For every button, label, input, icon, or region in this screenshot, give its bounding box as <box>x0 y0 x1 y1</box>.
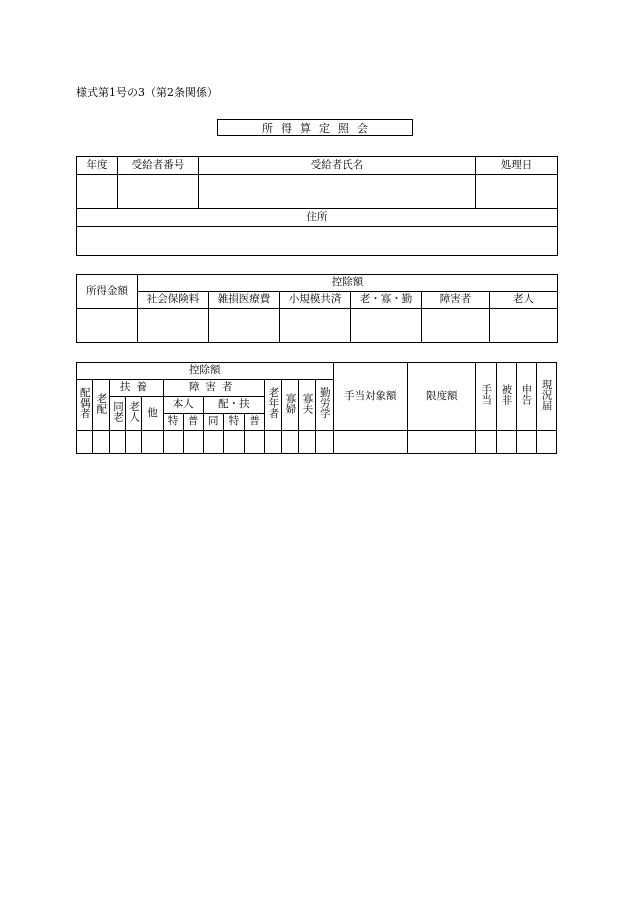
spouse-special-header: 特 <box>223 414 244 431</box>
allowance-target-cell[interactable] <box>333 431 407 454</box>
elderly-dependent-header: 老人 <box>126 397 142 431</box>
elderly-dependent-cell[interactable] <box>126 431 142 454</box>
declaration-cell[interactable] <box>516 431 536 454</box>
processing-date-cell[interactable] <box>476 175 558 209</box>
address-cell[interactable] <box>77 227 558 256</box>
recipient-table <box>76 156 558 256</box>
non-taxable-cell[interactable] <box>496 431 516 454</box>
widow-cell[interactable] <box>282 431 299 454</box>
small-business-mutual-cell[interactable] <box>280 309 351 343</box>
aged-header: 老年者 <box>265 380 282 431</box>
self-ordinary-cell[interactable] <box>183 431 203 454</box>
spouse-header: 配偶者 <box>77 380 93 431</box>
elderly-widow-working-header: 老・寡・勤 <box>351 292 422 309</box>
other-header: 他 <box>142 397 163 431</box>
spouse-dependent-header: 配・扶 <box>203 397 264 414</box>
deduction-header: 控除額 <box>77 363 334 380</box>
elderly-header: 老人 <box>490 292 558 309</box>
elderly-spouse-cell[interactable] <box>93 431 110 454</box>
allowance-target-header: 手当対象額 <box>333 363 407 431</box>
status-report-cell[interactable] <box>536 431 556 454</box>
aged-cell[interactable] <box>265 431 282 454</box>
address-header: 住所 <box>77 209 558 227</box>
casualty-medical-cell[interactable] <box>209 309 280 343</box>
widower-cell[interactable] <box>299 431 316 454</box>
detailed-deduction-table <box>76 362 557 454</box>
non-taxable-header: 被非 <box>496 363 516 431</box>
allowance-cell[interactable] <box>476 431 496 454</box>
social-insurance-cell[interactable] <box>138 309 209 343</box>
self-special-header: 特 <box>163 414 183 431</box>
recipient-number-cell[interactable] <box>118 175 199 209</box>
income-amount-header: 所得金額 <box>77 275 138 309</box>
limit-amount-header: 限度額 <box>408 363 476 431</box>
elderly-spouse-header: 老配 <box>93 380 110 431</box>
year-header: 年度 <box>77 157 118 175</box>
dependents-header: 扶養 <box>110 380 163 397</box>
recipient-name-cell[interactable] <box>199 175 476 209</box>
other-cell[interactable] <box>142 431 163 454</box>
cohabiting-elderly-cell[interactable] <box>110 431 126 454</box>
processing-date-header: 処理日 <box>476 157 558 175</box>
spouse-ordinary-header: 普 <box>244 414 264 431</box>
spouse-ordinary-cell[interactable] <box>244 431 264 454</box>
self-special-cell[interactable] <box>163 431 183 454</box>
widow-header: 寡婦 <box>282 380 299 431</box>
widower-header: 寡夫 <box>299 380 316 431</box>
status-report-header: 現況届 <box>536 363 556 431</box>
form-title-box <box>217 119 413 136</box>
cohabiting-header: 同 <box>203 414 223 431</box>
working-student-cell[interactable] <box>316 431 333 454</box>
self-ordinary-header: 普 <box>183 414 203 431</box>
form-title: 所得算定照会 <box>262 121 376 135</box>
elderly-cell[interactable] <box>490 309 558 343</box>
recipient-number-header: 受給者番号 <box>118 157 199 175</box>
working-student-header: 勤労学 <box>316 380 333 431</box>
cohabiting-elderly-header: 同老 <box>110 397 126 431</box>
deduction-header: 控除額 <box>138 275 558 292</box>
disabled-header: 障害者 <box>422 292 490 309</box>
income-amount-cell[interactable] <box>77 309 138 343</box>
limit-amount-cell[interactable] <box>408 431 476 454</box>
allowance-header: 手当 <box>476 363 496 431</box>
income-deduction-table <box>76 274 558 343</box>
declaration-header: 申告 <box>516 363 536 431</box>
spouse-cell[interactable] <box>77 431 93 454</box>
social-insurance-header: 社会保険料 <box>138 292 209 309</box>
year-cell[interactable] <box>77 175 118 209</box>
disabled-cell[interactable] <box>422 309 490 343</box>
self-header: 本人 <box>163 397 203 414</box>
cohabiting-cell[interactable] <box>203 431 223 454</box>
small-business-mutual-header: 小規模共済 <box>280 292 351 309</box>
casualty-medical-header: 雑損医療費 <box>209 292 280 309</box>
disabled-header: 障害者 <box>163 380 265 397</box>
form-number: 様式第1号の3（第2条関係） <box>76 86 218 99</box>
spouse-special-cell[interactable] <box>223 431 244 454</box>
recipient-name-header: 受給者氏名 <box>199 157 476 175</box>
elderly-widow-working-cell[interactable] <box>351 309 422 343</box>
